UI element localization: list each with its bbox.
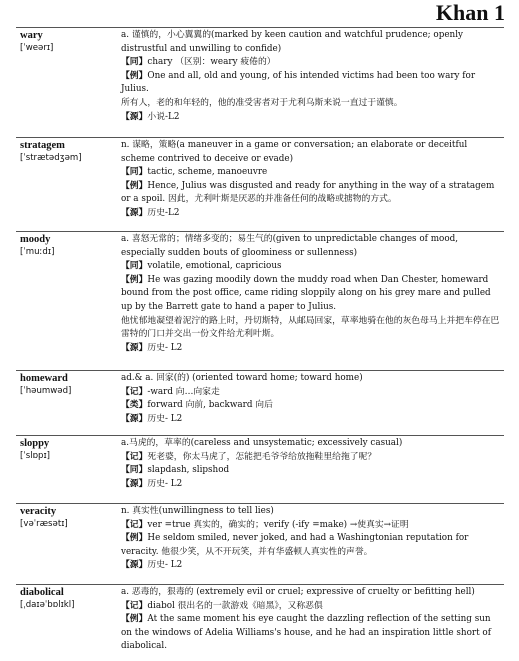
phonetic: [ˈstrætədʒəm] <box>20 153 82 163</box>
detail-line <box>121 56 502 70</box>
definition: a. 谨慎的，小心翼翼的(marked by keen caution and watchful prudence; openly distrustful and unwilling to confide) <box>121 30 463 54</box>
line-tag: 【类】 <box>121 400 148 411</box>
line-tag: 【例】 <box>121 533 148 544</box>
detail-line <box>121 532 502 559</box>
detail-line <box>121 207 502 221</box>
word-cell <box>16 504 117 584</box>
entry-row <box>16 28 504 138</box>
headword: wary <box>20 30 43 41</box>
detail-line <box>121 451 502 465</box>
detail-line <box>121 111 502 125</box>
detail-line <box>121 413 502 427</box>
detail-line <box>121 180 502 207</box>
detail-line <box>121 315 502 342</box>
line-text: -ward 向…向家走 <box>147 386 220 397</box>
line-text: forward 向前, backward 向后 <box>147 400 273 411</box>
detail-line <box>121 386 502 400</box>
detail-line <box>121 97 502 111</box>
line-text: 他忧郁地凝望着泥泞的路上时，丹切斯特，从邮局回家，草率地骑在他的灰色母马上并把车停在巴雷特的门口并交出一份文件给尤利叶斯。 <box>121 315 500 340</box>
definition-cell <box>117 138 504 231</box>
word-cell <box>16 436 117 503</box>
page-title: Khan 1 <box>435 0 505 25</box>
line-tag: 【源】 <box>121 207 148 218</box>
line-tag: 【记】 <box>121 600 148 611</box>
definition-cell <box>117 371 504 435</box>
entry-row <box>16 504 504 585</box>
line-text: 历史- L2 <box>147 478 183 489</box>
detail-line <box>121 478 502 492</box>
line-tag: 【例】 <box>121 614 148 625</box>
line-tag: 【例】 <box>121 180 148 191</box>
line-tag: 【源】 <box>121 560 148 571</box>
line-text: 历史- L2 <box>147 560 183 571</box>
detail-line <box>121 166 502 180</box>
phonetic: [ˌdaɪəˈbɒlɪkl] <box>20 600 75 610</box>
detail-line <box>121 274 502 315</box>
detail-line <box>121 613 502 654</box>
vocab-table <box>16 27 504 661</box>
line-tag: 【同】 <box>121 261 148 272</box>
line-tag: 【源】 <box>121 413 148 424</box>
entry-row <box>16 585 504 661</box>
headword: veracity <box>20 506 57 517</box>
line-tag: 【源】 <box>121 342 148 353</box>
line-text: slapdash, slipshod <box>147 465 230 476</box>
detail-line <box>121 600 502 614</box>
line-tag: 【同】 <box>121 57 148 68</box>
line-text: One and all, old and young, of his intended victims had been too wary for Julius. <box>121 70 476 95</box>
detail-line <box>121 464 502 478</box>
line-text: 历史-L2 <box>147 207 180 218</box>
definition: a.马虎的，草率的(careless and unsystematic; excessively casual) <box>121 438 403 448</box>
line-text: 历史- L2 <box>147 413 183 424</box>
phonetic: [ˈmuːdɪ] <box>20 247 55 257</box>
line-tag: 【同】 <box>121 465 148 476</box>
line-text: He seldom smiled, never joked, and had a Washingtonian reputation for veracity. 他很少笑，从不开玩笑，并有华盛顿人真实性的声誉。 <box>121 533 469 557</box>
line-text: diabol 很出名的一款游戏《暗黑》，又称恶俱 <box>147 600 323 611</box>
word-cell <box>16 28 117 137</box>
headword: sloppy <box>20 438 50 449</box>
entry-row <box>16 436 504 504</box>
phonetic: [ˈweərɪ] <box>20 43 54 53</box>
line-text: He was gazing moodily down the muddy road when Dan Chester, homeward bound from the post office, came riding sloppily along on his grey mare and pulled up by the Barrett gate to hand a paper to Julius. <box>121 274 491 312</box>
definition: n. 真实性(unwillingness to tell lies) <box>121 506 274 516</box>
detail-line <box>121 559 502 573</box>
headword: stratagem <box>20 140 65 151</box>
line-tag: 【源】 <box>121 478 148 489</box>
definition-cell <box>117 436 504 503</box>
line-text: tactic, scheme, manoeuvre <box>147 167 268 178</box>
line-text: volatile, emotional, capricious <box>147 261 282 272</box>
word-cell <box>16 585 117 661</box>
definition-cell <box>117 232 504 370</box>
line-text: At the same moment his eye caught the dazzling reflection of the setting sun on the windows of Adelia Williams's house, and he had an inspiration little short of diabolical. <box>121 614 491 652</box>
line-tag: 【同】 <box>121 167 148 178</box>
definition: a. 恶毒的，狠毒的 (extremely evil or cruel; expressive of cruelty or befitting hell) <box>121 587 475 597</box>
headword: moody <box>20 234 51 245</box>
line-text: 小说-L2 <box>147 111 180 122</box>
headword: diabolical <box>20 587 64 598</box>
definition: a. 喜怒无常的；情绪多变的；易生气的(given to unpredictable changes of mood, especially sudden bouts of gloominess or sullenness) <box>121 234 459 258</box>
line-text: 历史- L2 <box>147 342 183 353</box>
word-cell <box>16 138 117 231</box>
line-tag: 【记】 <box>121 519 148 530</box>
word-cell <box>16 371 117 435</box>
entry-row <box>16 138 504 232</box>
line-tag: 【例】 <box>121 70 148 81</box>
definition-cell <box>117 28 504 137</box>
entry-row <box>16 371 504 436</box>
line-text: chary （区别：weary 疲倦的） <box>147 57 276 68</box>
line-tag: 【记】 <box>121 386 148 397</box>
phonetic: [ˈslɒpɪ] <box>20 451 51 461</box>
definition: ad.& a. 回家(的) (oriented toward home; toward home) <box>121 373 363 383</box>
line-tag: 【例】 <box>121 274 148 285</box>
detail-line <box>121 342 502 356</box>
word-cell <box>16 232 117 370</box>
detail-line <box>121 399 502 413</box>
phonetic: [ˈhəumwəd] <box>20 386 72 396</box>
line-text: ver =true 真实的，确实的；verify (-ify =make) →使真实→证明 <box>147 519 409 530</box>
line-tag: 【记】 <box>121 451 148 462</box>
entry-row <box>16 232 504 371</box>
line-text: 死老婆，你太马虎了，怎能把毛爷爷给放拖鞋里给拖了呢？ <box>147 451 377 462</box>
detail-line <box>121 70 502 97</box>
detail-line <box>121 260 502 274</box>
definition-cell <box>117 585 504 661</box>
definition: n. 谋略，策略(a maneuver in a game or conversation; an elaborate or deceitful scheme contrived to deceive or evade) <box>121 140 468 164</box>
headword: homeward <box>20 373 68 384</box>
phonetic: [vəˈræsətɪ] <box>20 519 68 529</box>
line-text: Hence, Julius was disgusted and ready for anything in the way of a stratagem or a spoil. 因此，尤利叶斯是厌恶的并准备任何的战略或掳物的方式。 <box>121 180 495 205</box>
line-tag: 【源】 <box>121 111 148 122</box>
line-text: 所有人，老的和年轻的，他的准受害者对于尤利乌斯来说一直过于谨慎。 <box>121 97 403 108</box>
detail-line <box>121 519 502 533</box>
definition-cell <box>117 504 504 584</box>
